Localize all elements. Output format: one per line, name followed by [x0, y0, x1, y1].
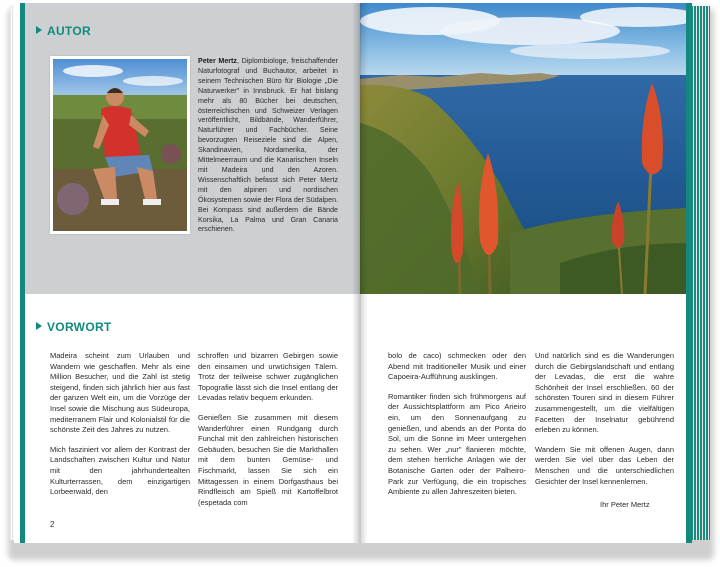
paragraph: Und natürlich sind es die Wanderungen durch die Gebirgslandschaft und entlang der Levadas, die erst die wahre Schönheit der Insel erschließen. 60 der schönsten Touren sind in diesem Führer zusammengestellt, um die vielfältigen Facetten der Inselnatur gebührend erleben zu können. — [535, 351, 674, 435]
paragraph: bolo de caco) schmecken oder den Abend mit traditioneller Musik und einer Capoeira-Aufführung ausklingen. — [388, 351, 526, 382]
author-bio — [198, 57, 338, 235]
foreword-heading-text: VORWORT — [47, 320, 112, 334]
foreword-heading — [36, 320, 112, 334]
author-photo — [53, 59, 187, 231]
paragraph: Wandern Sie mit offenen Augen, dann werden Sie viel über das Leben der Menschen und die unterschiedlichen Gesichter der Insel kennenlernen. — [535, 444, 674, 486]
heading-arrow-icon — [36, 322, 42, 330]
foreword-column-1 — [50, 351, 190, 507]
left-accent-strip — [20, 3, 25, 543]
book-spine — [352, 3, 368, 543]
foreword-column-2 — [198, 351, 338, 517]
right-accent-strip — [686, 3, 692, 543]
foreword-column-3 — [388, 351, 526, 507]
paragraph: Romantiker finden sich frühmorgens auf der Aussichtsplattform am Pico Arieiro ein, um den Sonnenaufgang zu genießen, und abends an der Ponta do Sol, um die Sonne im Meer untergehen zu sehen. Wer „nur" flanieren möchte, dem stehen herrliche Anlagen wie der Botanische Garten oder der Palheiro-Park zur Verfügung, die ein tropisches Ambiente zu allen Jahreszeiten bieten. — [388, 391, 526, 497]
author-heading — [36, 24, 91, 38]
paragraph: Mich fasziniert vor allem der Kontrast der Landschaften zwischen Kultur und Natur mit den jahrhundertealten Kulturterrassen, dem einzigartigen Lorbeerwald, den — [50, 444, 190, 497]
author-bio-text: , Diplombiologe, freischaffender Naturfotograf und Buchautor, arbeitet in seinem Technischen Büro für Biologie „Die Naturwerker" in Innsbruck. Er hat bislang mehr als 80 Bücher bei deutschen, österreichischen und Schweizer Verlagen veröffentlicht, Bildbände, Wanderführer, Naturführer und Fachbücher. Seine bevorzugten Reiseziele sind die Alpen, Skandinavien, Nordamerika, der Mittelmeerraum und die Kanarischen Inseln mit Madeira und den Azoren. Wissenschaftlich befasst sich Peter Mertz mit den alpinen und nordischen Ökosystemen sowie der Flora der Südalpen. Bei Kompass sind außerdem die Bände Korsika, La Palma und Gran Canaria erschienen. — [198, 57, 338, 234]
heading-arrow-icon — [36, 26, 42, 34]
author-name: Peter Mertz — [198, 57, 237, 65]
landscape-photo — [360, 3, 686, 294]
page-number: 2 — [50, 520, 55, 529]
right-page-edges — [692, 6, 710, 540]
signature: Ihr Peter Mertz — [600, 500, 650, 509]
paragraph: Genießen Sie zusammen mit diesem Wanderführer einen Rundgang durch Funchal mit den zahlreichen historischen Gebäuden, besuchen Sie die Markthallen mit dem bunten Gemüse- und Fischmarkt, lassen Sie sich ein Mittagessen in einem Dorfgasthaus bei Rindfleisch am Spieß mit Kartoffelbrot (espetada com — [198, 412, 338, 507]
author-heading-text: AUTOR — [47, 24, 91, 38]
foreword-column-4 — [535, 351, 674, 496]
author-photo-frame — [50, 56, 190, 234]
paragraph: Madeira scheint zum Urlauben und Wandern wie geschaffen. Mehr als eine Million Besucher, und die Zahl ist stetig steigend, finden sich jährlich hier aus fast der ganzen Welt ein, um die Vorzüge der Insel sowie die Mischung aus Südeuropa, mediterranem Flair und Kolonialstil für die schönste Zeit des Jahres zu nutzen. — [50, 351, 190, 435]
paragraph: schroffen und bizarren Gebirgen sowie den einsamen und urwüchsigen Tälern. Trotz der teilweise schwer zugänglichen Topografie lässt sich die Insel entlang der Levadas relativ bequem erkunden. — [198, 351, 338, 403]
